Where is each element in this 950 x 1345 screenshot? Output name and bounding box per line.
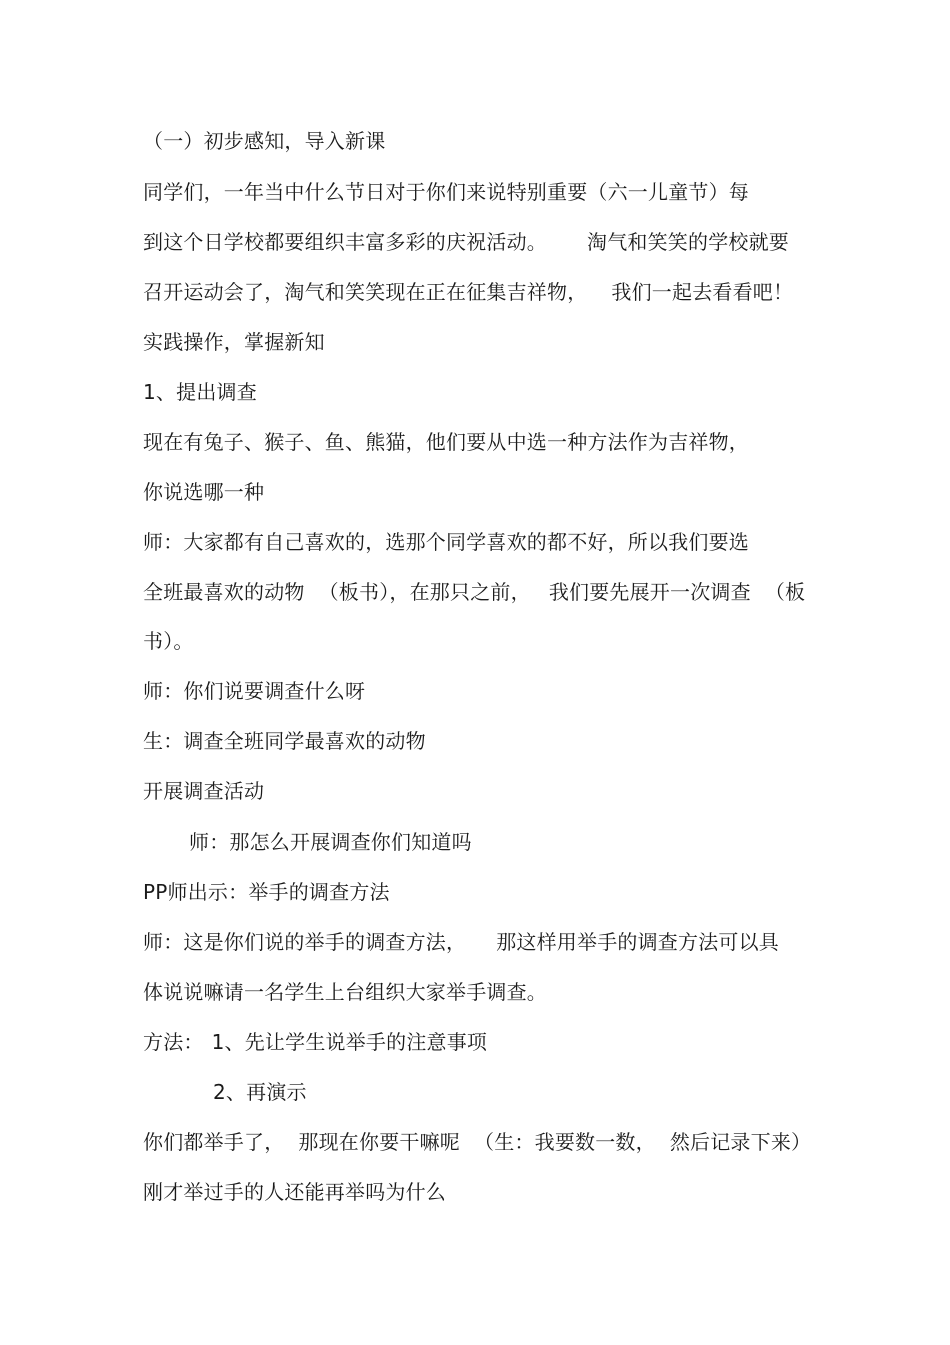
paragraph-line (143, 179, 749, 205)
dialogue-line (143, 628, 194, 654)
paragraph-line (143, 979, 547, 1005)
line-text: 1、提出调查 (143, 380, 257, 404)
line-text: 师：大家都有自己喜欢的，选那个同学喜欢的都不好，所以我们要选 (143, 530, 749, 554)
line-text-continued: （板 (764, 580, 806, 604)
paragraph-line (143, 229, 789, 255)
method-line (143, 1029, 487, 1055)
line-text: 现在有兔子、猴子、鱼、熊猫，他们要从中选一种方法作为吉祥物， (143, 430, 749, 454)
line-text: 实践操作，掌握新知 (143, 330, 325, 354)
method-line (213, 1079, 307, 1105)
paragraph-line (143, 1179, 446, 1205)
section-heading (143, 128, 385, 154)
line-text: PP师出示：举手的调查方法 (143, 880, 390, 904)
line-text: 同学们，一年当中什么节日对于你们来说特别重要（六一儿童节）每 (143, 180, 749, 204)
paragraph-line (143, 479, 264, 505)
paragraph-line (143, 279, 793, 305)
section-heading (143, 329, 325, 355)
line-text-continued: 1、先让学生说举手的注意事项 (211, 1030, 488, 1054)
paragraph-line (143, 429, 749, 455)
line-text: 体说说嘛请一名学生上台组织大家举手调查。 (143, 980, 547, 1004)
line-text: （一）初步感知，导入新课 (143, 129, 386, 153)
line-text: 召开运动会了，淘气和笑笑现在正在征集吉祥物， (143, 280, 588, 304)
subsection-heading (143, 379, 257, 405)
line-text-continued: 淘气和笑笑的学校就要 (587, 230, 789, 254)
line-text: 师：这是你们说的举手的调查方法， (143, 930, 467, 954)
line-text: 师：那怎么开展调查你们知道吗 (189, 830, 472, 854)
line-text: 生：调查全班同学最喜欢的动物 (143, 729, 426, 753)
line-text-continued: 然后记录下来） (669, 1130, 812, 1154)
line-text: 你说选哪一种 (143, 480, 265, 504)
paragraph-line (143, 1129, 811, 1155)
line-text: 开展调查活动 (143, 779, 265, 803)
line-text-continued: （板书），在那只之前， (318, 580, 531, 604)
line-text: 方法： (143, 1030, 204, 1054)
line-text: 师：你们说要调查什么呀 (143, 679, 366, 703)
dialogue-line (143, 728, 426, 754)
line-text: 你们都举手了， (143, 1130, 285, 1154)
line-text: 2、再演示 (213, 1080, 307, 1104)
line-text: 全班最喜欢的动物 (143, 580, 305, 604)
line-text-continued: （生：我要数一数， (474, 1130, 656, 1154)
line-text-continued: 我们要先展开一次调查 (548, 580, 751, 604)
dialogue-line (143, 579, 805, 605)
line-text: 书）。 (143, 629, 194, 653)
dialogue-line (189, 829, 472, 855)
paragraph-line (143, 879, 390, 905)
line-text: 到这个日学校都要组织丰富多彩的庆祝活动。 (143, 230, 547, 254)
line-text-continued: 我们一起去看看吧！ (611, 280, 794, 304)
dialogue-line (143, 678, 365, 704)
subsection-heading (143, 778, 264, 804)
line-text-continued: 那这样用举手的调查方法可以具 (496, 930, 780, 954)
dialogue-line (143, 929, 779, 955)
line-text-continued: 那现在你要干嘛呢 (298, 1130, 461, 1154)
dialogue-line (143, 529, 749, 555)
line-text: 刚才举过手的人还能再举吗为什么 (143, 1180, 446, 1204)
